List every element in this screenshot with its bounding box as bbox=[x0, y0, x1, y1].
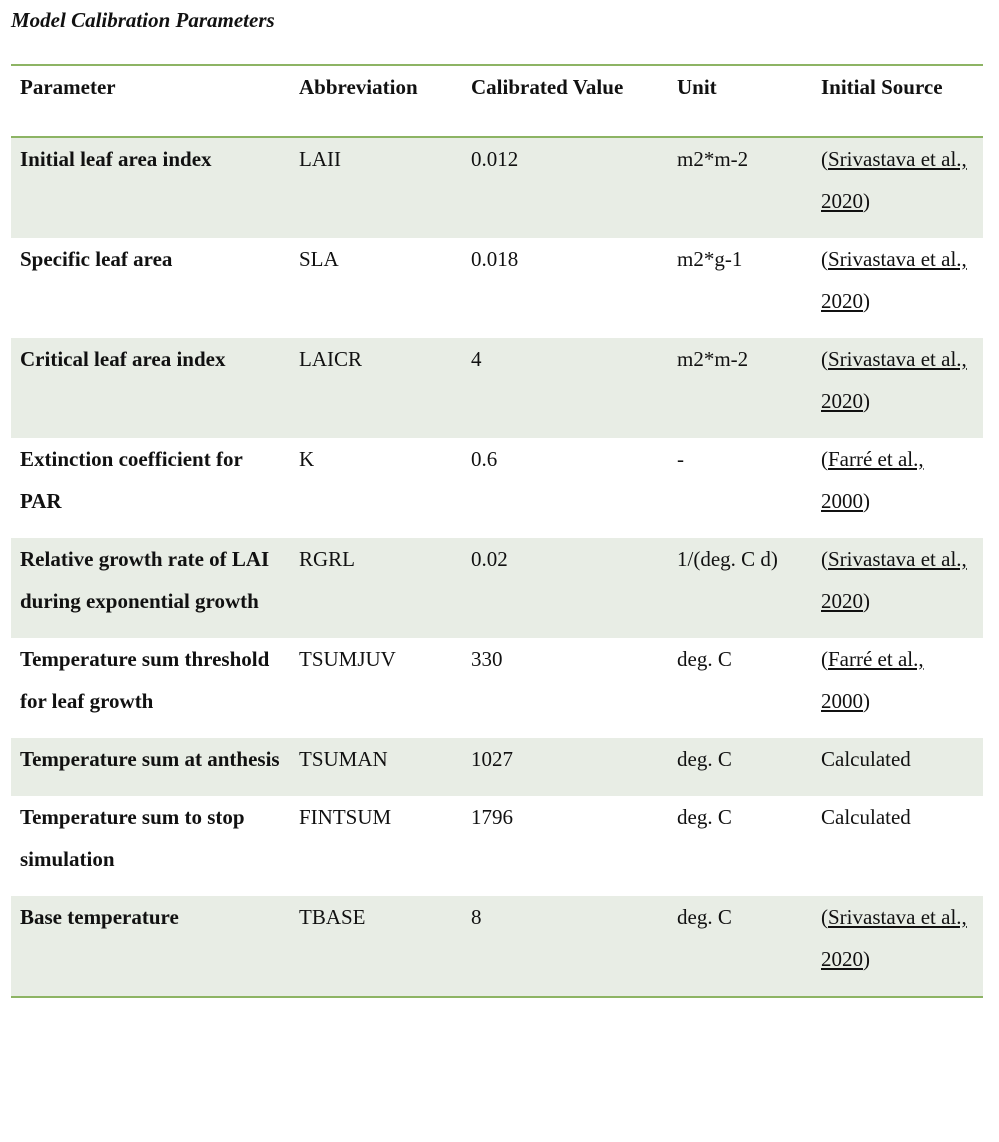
calibrated-value-cell: 1027 bbox=[471, 747, 513, 771]
close-paren: ) bbox=[863, 589, 870, 613]
open-paren: ( bbox=[821, 905, 828, 929]
parameter-cell: Critical leaf area index bbox=[20, 347, 226, 371]
table-row bbox=[11, 137, 983, 238]
abbreviation-cell: RGRL bbox=[299, 547, 356, 571]
parameter-cell: Base temperature bbox=[20, 905, 179, 929]
close-paren: ) bbox=[863, 289, 870, 313]
initial-source-cell bbox=[812, 338, 983, 438]
unit-cell: m2*m-2 bbox=[677, 347, 749, 371]
parameter-cell: Relative growth rate of LAI during exponential growth bbox=[20, 547, 270, 613]
initial-source-cell bbox=[812, 238, 983, 338]
abbreviation-cell: TBASE bbox=[299, 905, 366, 929]
parameter-cell: Initial leaf area index bbox=[20, 147, 212, 171]
table-row bbox=[11, 438, 983, 538]
initial-source-cell bbox=[812, 538, 983, 638]
unit-cell: 1/(deg. C d) bbox=[677, 547, 778, 571]
initial-source-cell bbox=[812, 438, 983, 538]
citation-link[interactable]: Srivastava et al., 2020 bbox=[821, 547, 967, 613]
citation-link[interactable]: Srivastava et al., 2020 bbox=[821, 147, 967, 213]
source-text: Calculated bbox=[821, 805, 911, 829]
close-paren: ) bbox=[863, 689, 870, 713]
header-unit: Unit bbox=[677, 75, 717, 99]
close-paren: ) bbox=[863, 947, 870, 971]
header-abbreviation: Abbreviation bbox=[299, 75, 418, 99]
initial-source-cell bbox=[812, 896, 983, 997]
table-row bbox=[11, 638, 983, 738]
calibrated-value-cell: 0.018 bbox=[471, 247, 519, 271]
close-paren: ) bbox=[863, 389, 870, 413]
initial-source-cell bbox=[812, 638, 983, 738]
citation-link[interactable]: Srivastava et al., 2020 bbox=[821, 347, 967, 413]
table-row bbox=[11, 238, 983, 338]
unit-cell: deg. C bbox=[677, 905, 732, 929]
calibrated-value-cell: 330 bbox=[471, 647, 503, 671]
table-caption: Model Calibration Parameters bbox=[11, 8, 275, 32]
header-calibrated-value: Calibrated Value bbox=[471, 75, 624, 99]
table-row bbox=[11, 338, 983, 438]
calibrated-value-cell: 0.6 bbox=[471, 447, 498, 471]
parameter-cell: Extinction coefficient for PAR bbox=[20, 447, 243, 513]
unit-cell: deg. C bbox=[677, 647, 732, 671]
header-parameter: Parameter bbox=[20, 75, 116, 99]
calibrated-value-cell: 1796 bbox=[471, 805, 513, 829]
initial-source-cell bbox=[812, 137, 983, 238]
table-row bbox=[11, 738, 983, 796]
citation-link[interactable]: Srivastava et al., 2020 bbox=[821, 247, 967, 313]
close-paren: ) bbox=[863, 189, 870, 213]
calibrated-value-cell: 0.012 bbox=[471, 147, 519, 171]
header-row bbox=[11, 65, 983, 137]
abbreviation-cell: LAICR bbox=[299, 347, 362, 371]
header-initial-source: Initial Source bbox=[821, 75, 943, 99]
calibrated-value-cell: 8 bbox=[471, 905, 482, 929]
unit-cell: deg. C bbox=[677, 805, 732, 829]
abbreviation-cell: FINTSUM bbox=[299, 805, 392, 829]
open-paren: ( bbox=[821, 247, 828, 271]
citation-link[interactable]: Srivastava et al., 2020 bbox=[821, 905, 967, 971]
unit-cell: deg. C bbox=[677, 747, 732, 771]
open-paren: ( bbox=[821, 547, 828, 571]
open-paren: ( bbox=[821, 647, 828, 671]
open-paren: ( bbox=[821, 147, 828, 171]
calibrated-value-cell: 4 bbox=[471, 347, 482, 371]
citation-link[interactable]: Farré et al., 2000 bbox=[821, 447, 924, 513]
calibration-table bbox=[11, 64, 983, 998]
open-paren: ( bbox=[821, 447, 828, 471]
unit-cell: m2*m-2 bbox=[677, 147, 749, 171]
parameter-cell: Temperature sum to stop simulation bbox=[20, 805, 245, 871]
parameter-cell: Temperature sum threshold for leaf growth bbox=[20, 647, 270, 713]
abbreviation-cell: K bbox=[299, 447, 315, 471]
citation-link[interactable]: Farré et al., 2000 bbox=[821, 647, 924, 713]
table-row bbox=[11, 896, 983, 997]
source-text: Calculated bbox=[821, 747, 911, 771]
parameter-cell: Temperature sum at anthesis bbox=[20, 747, 280, 771]
abbreviation-cell: TSUMJUV bbox=[299, 647, 396, 671]
initial-source-cell bbox=[812, 738, 983, 796]
parameter-cell: Specific leaf area bbox=[20, 247, 173, 271]
initial-source-cell bbox=[812, 796, 983, 896]
open-paren: ( bbox=[821, 347, 828, 371]
unit-cell: - bbox=[677, 447, 684, 471]
abbreviation-cell: TSUMAN bbox=[299, 747, 388, 771]
calibrated-value-cell: 0.02 bbox=[471, 547, 508, 571]
abbreviation-cell: SLA bbox=[299, 247, 339, 271]
unit-cell: m2*g-1 bbox=[677, 247, 743, 271]
abbreviation-cell: LAII bbox=[299, 147, 341, 171]
table-row bbox=[11, 538, 983, 638]
table-row bbox=[11, 796, 983, 896]
close-paren: ) bbox=[863, 489, 870, 513]
